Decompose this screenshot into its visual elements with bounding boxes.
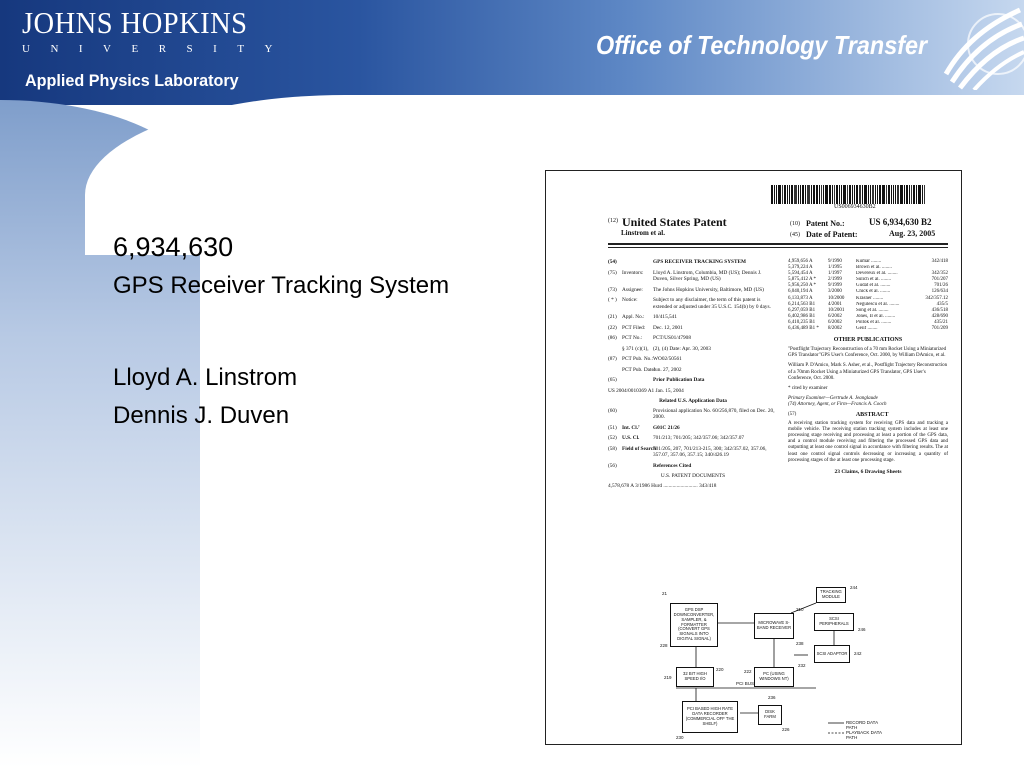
diagram-box: TRACKING MODULE	[816, 587, 846, 603]
patent-inventors-header: Linstrom et al.	[621, 229, 666, 237]
legend-label: PLAYBACK DATA PATH	[846, 730, 882, 740]
biblio-row: § 371 (c)(1), (2), (4) Date: Apr. 30, 2003	[622, 345, 711, 352]
claims-count: 23 Claims, 6 Drawing Sheets	[834, 468, 902, 475]
reference-numeral: 244	[850, 585, 858, 590]
classification-row: (58) Field of Search 701/205, 207, 701/213-215, 300; 342/357.02, 357.06, 357.07, 357.06, 357.15; 340/426.19	[608, 445, 767, 458]
biblio-row: (22) PCT Filed: Dec. 12, 2001	[608, 324, 683, 331]
reference-numeral: 220	[716, 667, 724, 672]
field-code: (10)	[790, 221, 800, 227]
biblio-row: ( * ) Notice: Subject to any disclaimer, the term of this patent is extended or adjusted under 35 U.S.C. 154(b) by 0 days.	[608, 297, 771, 310]
reference-numeral: 210	[796, 607, 804, 612]
classification-row: (51) Int. Cl.⁷ G01C 21/26	[608, 424, 680, 431]
other-publications-heading: OTHER PUBLICATIONS	[833, 337, 903, 344]
cited-patent-row: 6,436,489 B1 * 8/2002 Geiif ........ 701/209	[788, 326, 948, 332]
patent-document-image	[545, 170, 962, 745]
cited-patent-row: 4,959,656 A 9/1990 Kumar ........ 342/418	[788, 259, 948, 264]
diagram-box: PCI BASED HIGH RATE DATA RECORDER (COMMERCIAL OFF THE SHELF)	[682, 701, 738, 733]
related-data-heading: Related U.S. Application Data	[659, 398, 727, 404]
reference-numeral: 232	[798, 663, 806, 668]
patent-number: 6,934,630	[113, 232, 234, 262]
barcode-number: US006934630B2	[834, 204, 876, 210]
cited-patent-row: 6,133,873 A 10/2000 Krasner ........ 342/357.12	[788, 295, 948, 301]
date-label: Date of Patent:	[806, 230, 858, 239]
cited-patent-row: 5,379,224 A 1/1995 Brown et al. ........	[788, 265, 892, 271]
attorney: (74) Attorney, Agent, or Firm—Francis A. Cooch	[788, 401, 887, 407]
reference-numeral: 21	[662, 591, 668, 596]
office-title: Office of Technology Transfer	[596, 30, 928, 60]
diagram-box: 32 BIT HIGH SPEED I/O	[676, 667, 714, 687]
bibliographic-data	[608, 259, 778, 493]
cited-patent-row: 6,040,194 A 3/2000 Chick et al. ........ 126/634	[788, 289, 948, 295]
reference-numeral: 222	[744, 669, 752, 674]
cited-patent-row: 6,214,563 B1 4/2001 Negulescu et al. ........ 435/5	[788, 301, 948, 307]
biblio-row: (87) PCT Pub. No.: WO02/50561	[608, 356, 682, 362]
university-name: JOHNS HOPKINS	[22, 5, 248, 40]
reference-numeral: 230	[676, 735, 684, 740]
citations-column	[788, 259, 948, 475]
biblio-row: PCT Pub. Date: Jun. 27, 2002	[622, 366, 682, 373]
diagram-box: PC (USING WINDOWS NT)	[754, 667, 794, 687]
reference-row: 4,578,678 A 3/1986 Hurd .......................... 343/418	[608, 482, 717, 489]
biblio-row: (65) Prior Publication Data	[608, 377, 705, 383]
block-diagram	[656, 583, 886, 743]
cited-patent-row: 5,956,250 A * 9/1999 Gudat et al. ........ 701/26	[788, 283, 948, 289]
inventor-name: Dennis J. Duven	[113, 402, 290, 429]
diagram-box: SCSI ADAPTOR	[814, 645, 850, 663]
us-documents-heading: U.S. PATENT DOCUMENTS	[660, 473, 726, 479]
abstract-text: A receiving station tracking system for receiving GPS data and tracking a mobile vehicle. The receiving station tracking system includes at least one processing stage receiving and processing at least a portion of the GPS data, and a control module receiving and filtering the processed GPS data and outputting at least one control signal in accordance with filtering results. The at least one control signal controls decreasing or increasing a quantity of processing stages of the at least one processing stage.	[788, 421, 948, 463]
patent-no-label: Patent No.:	[806, 219, 845, 228]
biblio-row: (21) Appl. No.: 10/415,541	[608, 314, 677, 320]
reference-numeral: 228	[660, 643, 668, 648]
patent-title: GPS Receiver Tracking System	[113, 272, 450, 299]
university-subtitle: UNIVERSITY	[22, 43, 293, 55]
lab-name: Applied Physics Laboratory	[25, 71, 239, 90]
primary-examiner: Primary Examiner—Gertrude A. Jeanglaude	[788, 395, 878, 401]
reference-numeral: 226	[782, 727, 790, 732]
abstract-heading: (57) ABSTRACT	[788, 411, 889, 418]
biblio-row: (86) PCT No.: PCT/US01/47908	[608, 335, 691, 341]
reference-numeral: 219	[664, 675, 672, 680]
prior-publication: US 2004/0010369 A1 Jan. 15, 2004	[608, 387, 684, 394]
barcode	[771, 185, 943, 204]
divider	[608, 247, 948, 248]
cited-by-examiner: * cited by examiner	[788, 385, 828, 391]
field-code: (12)	[608, 218, 618, 224]
bus-label: PCI BUS	[736, 681, 755, 686]
reference-numeral: 242	[854, 651, 862, 656]
legend-label: RECORD DATA PATH	[846, 720, 878, 730]
divider	[608, 243, 948, 245]
inventor-name: Lloyd A. Linstrom	[113, 364, 298, 391]
field-code: (45)	[790, 232, 800, 238]
biblio-row: (60) Provisional application No. 60/256,870, filed on Dec. 20, 2000.	[608, 407, 775, 420]
johns-hopkins-logo	[22, 5, 293, 55]
technology-transfer-emblem-icon	[938, 4, 1024, 90]
cited-patent-row: 6,297,059 B1 10/2001 Song et al. ........ 436/518	[788, 307, 948, 313]
biblio-row: (75) Inventors: Lloyd A. Linstrom, Columbia, MD (US); Dennis J. Duven, Silver Spring, MD (US)	[608, 269, 762, 282]
biblio-row: (54) GPS RECEIVER TRACKING SYSTEM	[608, 259, 747, 265]
diagram-box: SCSI PERIPHERALS	[814, 613, 854, 631]
cited-patents	[788, 259, 948, 332]
cited-patent-row: 6,402,986 B1 6/2002 Jones, II et al. ........ 428/690	[788, 313, 948, 319]
reference-numeral: 246	[858, 627, 866, 632]
biblio-row: (56) References Cited	[608, 462, 692, 469]
biblio-row: (73) Assignee: The Johns Hopkins University, Baltimore, MD (US)	[608, 286, 764, 293]
publication: William P. D'Amico, Mark S. Asher, et al., Postflight Trajectory Reconstruction of a 70mm Rocket Using a Miniaturized GPS Translator, GPS User's Conference, Oct. 2000.	[788, 363, 948, 381]
date-value: Aug. 23, 2005	[889, 229, 936, 238]
cited-patent-row: 5,594,454 A 1/1997 Devereux et al. ........ 342/352	[788, 271, 948, 277]
diagram-box: GPS DSP DOWNCONVERTER, SAMPLER, & FORMATTER (CONVERT GPS SIGNALS INTO DIGITAL SIGNAL)	[670, 603, 718, 647]
cited-patent-row: 6,410,235 B1 6/2002 Pollok et al. ........ 435/21	[788, 319, 948, 325]
classification-row: (52) U.S. Cl. 701/213; 701/205; 342/357.06; 342/357.07	[608, 435, 745, 441]
diagram-box: DISK FARM	[758, 705, 782, 725]
patent-country: United States Patent	[622, 215, 727, 229]
reference-numeral: 238	[796, 641, 804, 646]
cited-patent-row: 5,875,412 A * 2/1999 Sulich et al. ........ 701/207	[788, 277, 948, 283]
patent-no-value: US 6,934,630 B2	[869, 217, 932, 227]
publication: "Postflight Trajectory Reconstruction of a 70 mm Rocket Using a Miniaturized GPS Translator"GPS User's Conference, Oct. 2000, by William DAmico, et al.	[788, 347, 947, 359]
diagram-box: MICROWAVE S-BAND RECEIVER	[754, 613, 794, 639]
reference-numeral: 236	[768, 695, 776, 700]
